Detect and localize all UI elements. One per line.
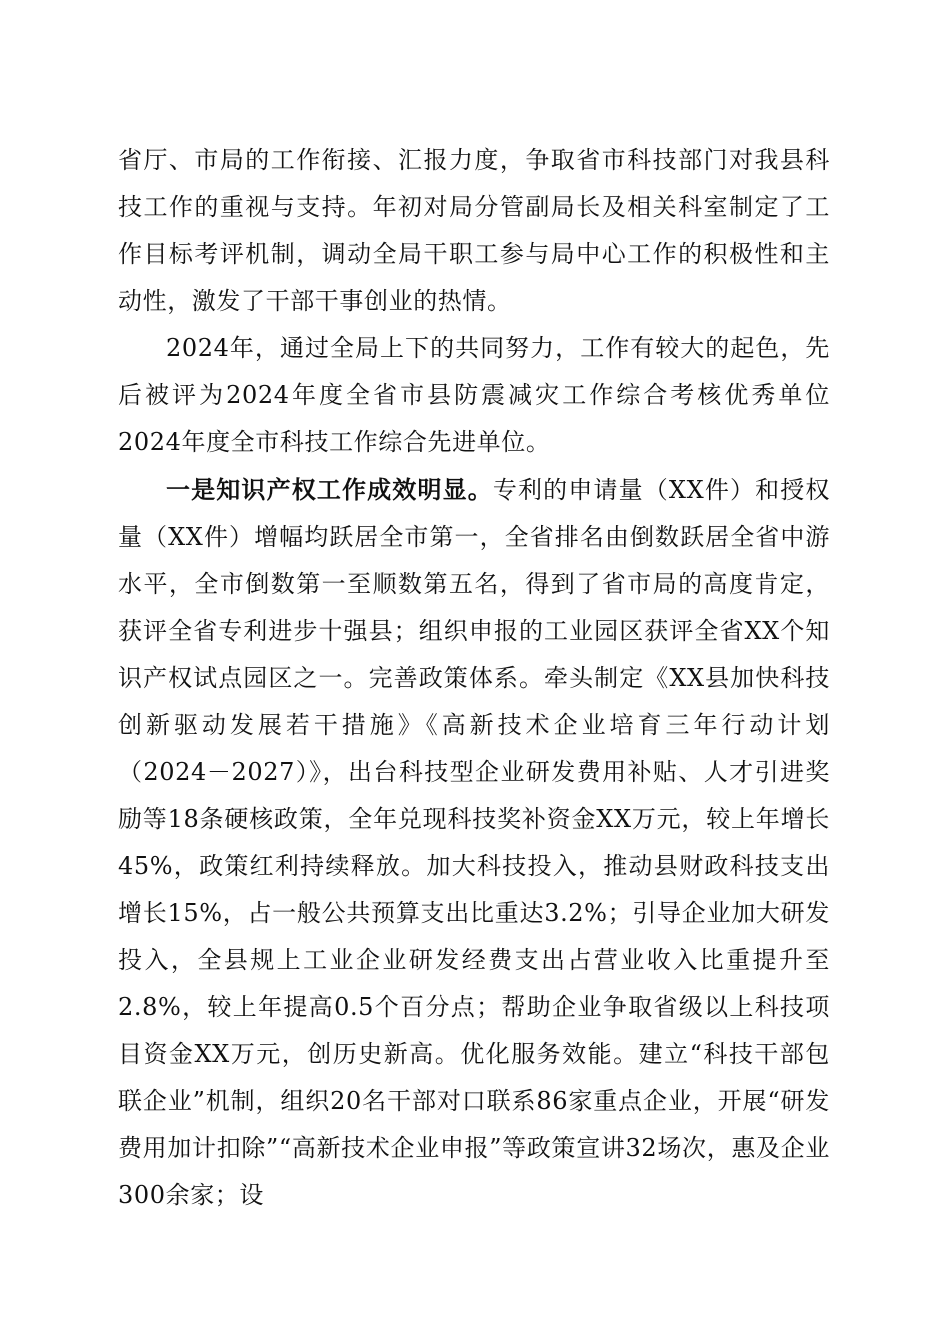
paragraph-3 bbox=[118, 466, 830, 1219]
paragraph-1-text: 省厅、市局的工作衔接、汇报力度，争取省市科技部门对我县科技工作的重视与支持。年初对局分管副局长及相关科室制定了工作目标考评机制，调动全局干职工参与局中心工作的积极性和主动性，激发了干部干事创业的热情。 bbox=[118, 146, 830, 315]
paragraph-2-text: 2024年，通过全局上下的共同努力，工作有较大的起色，先后被评为2024年度全省市县防震减灾工作综合考核优秀单位2024年度全市科技工作综合先进单位。 bbox=[118, 334, 830, 456]
paragraph-2 bbox=[118, 325, 830, 466]
paragraph-3-text: 专利的申请量（XX件）和授权量（XX件）增幅均跃居全市第一，全省排名由倒数跃居全省中游水平，全市倒数第一至顺数第五名，得到了省市局的高度肯定，获评全省专利进步十强县；组织申报的工业园区获评全省XX个知识产权试点园区之一。完善政策体系。牵头制定《XX县加快科技创新驱动发展若干措施》《高新技术企业培育三年行动计划（2024－2027）》，出台科技型企业研发费用补贴、人才引进奖励等18条硬核政策，全年兑现科技奖补资金XX万元，较上年增长45%，政策红利持续释放。加大科技投入，推动县财政科技支出增长15%，占一般公共预算支出比重达3.2%；引导企业加大研发投入，全县规上工业企业研发经费支出占营业收入比重提升至2.8%，较上年提高0.5个百分点；帮助企业争取省级以上科技项目资金XX万元，创历史新高。优化服务效能。建立“科技干部包联企业”机制，组织20名干部对口联系86家重点企业，开展“研发费用加计扣除”“高新技术企业申报”等政策宣讲32场次，惠及企业300余家；设 bbox=[118, 476, 830, 1209]
document-body bbox=[118, 137, 830, 1219]
paragraph-3-lead: 一是知识产权工作成效明显。 bbox=[166, 475, 493, 504]
paragraph-1 bbox=[118, 137, 830, 325]
